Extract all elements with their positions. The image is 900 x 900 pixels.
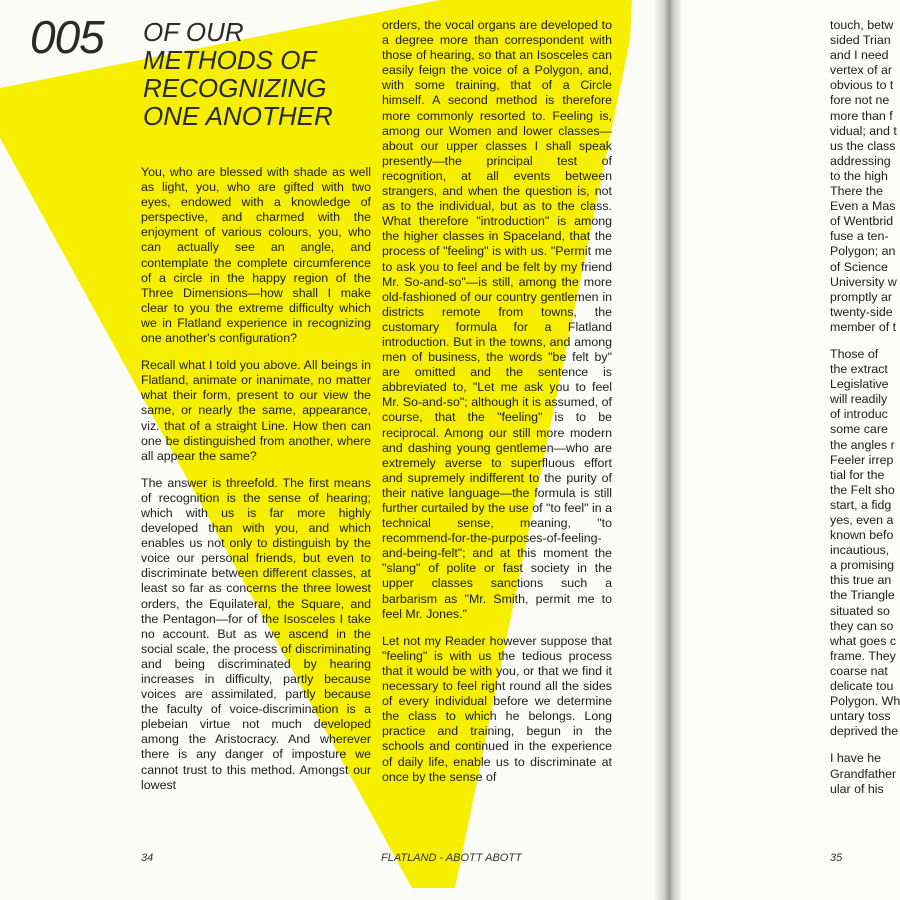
chapter-title-line: OF OUR (143, 17, 244, 47)
text-line: of Wentbrid (830, 214, 894, 229)
text-line: fuse a ten- (830, 229, 889, 244)
text-line: Even a Mas (830, 199, 896, 214)
text-line: will readily (830, 392, 888, 407)
text-line: I have he (830, 751, 881, 766)
chapter-title-line: METHODS OF (143, 45, 317, 75)
text-line: touch, betw (830, 18, 894, 32)
text-line: known befo (830, 528, 894, 543)
paragraph (830, 751, 900, 796)
body-column-2 (382, 18, 612, 797)
text-line: Polygon. Wh (830, 694, 900, 709)
text-line: yes, even a (830, 513, 894, 527)
right-page-column (830, 18, 900, 809)
paragraph: orders, the vocal organs are developed to a degree more than correspondent with those of hearing, so that an Isosceles can easily feign the voice of a Polygon, and, with some training, that of a Circle himself. A second method is therefore more commonly resorted to. Feeling is, among our Women and lower classes—about our upper classes I shall speak presently—the principal test of recognition, at all events between strangers, and when the question is, not as to the individual, but as to the class. What therefore "introduction" is among the higher classes in Spaceland, that the process of "feeling" is with us. "Permit me to ask you to feel and be felt by my friend Mr. So-and-so"—is still, among the more old-fashioned of our country gentlemen in districts remote from towns, the customary formula for a Flatland introduction. But in the towns, and among men of business, the words "be felt by" are omitted and the sentence is abbreviated to, "Let me ask you to feel Mr. So-and-so"; although it is assumed, of course, that the "feeling" is to be reciprocal. Among our still more modern and dashing young gentlemen—who are extremely averse to superfluous effort and supremely indifferent to the purity of their native language—the formula is still further curtailed by the use of "to feel" in a technical sense, meaning, "to recommend-for-the-purposes-of-feeling-and-being-felt"; and at this moment the "slang" of polite or fast society in the upper classes sanctions such a barbarism as "Mr. Smith, permit me to feel Mr. Jones." (382, 18, 612, 621)
text-line: some care (830, 422, 888, 437)
paragraph (830, 18, 900, 335)
text-line: a promising (830, 558, 895, 573)
paragraph: Recall what I told you above. All beings in Flatland, animate or inanimate, no matter what their form, present to our view the same, or nearly the same, appearance, viz. that of a straight Line. How then can one be distinguished from another, where all appear the same? (141, 358, 371, 463)
page-number-right: 35 (830, 852, 843, 864)
text-line: twenty-side (830, 304, 893, 319)
text-line: Grandfather (830, 766, 897, 781)
book-gutter (655, 0, 681, 900)
text-line: member of t (830, 319, 897, 334)
text-line: Those of (830, 346, 879, 361)
text-line: this true an (830, 573, 892, 588)
text-line: deprived the (830, 724, 899, 739)
chapter-title-line: RECOGNIZING (143, 73, 327, 103)
text-line: incautious, (830, 543, 890, 558)
text-line: tial for the (830, 467, 885, 482)
text-line: fore not ne (830, 93, 890, 108)
text-line: of introduc (830, 407, 888, 422)
text-line: delicate tou (830, 679, 894, 694)
text-line: the Triangle (830, 588, 895, 603)
text-line: untary toss (830, 709, 891, 724)
chapter-number: 005 (30, 11, 104, 63)
text-line: they can so (830, 618, 894, 633)
chapter-title (143, 18, 363, 130)
text-line: the Felt sho (830, 482, 895, 497)
page-number-left: 34 (141, 852, 154, 864)
text-line: addressing (830, 153, 891, 168)
text-line: and I need (830, 48, 889, 63)
text-line: promptly ar (830, 289, 892, 304)
text-line: us the class (830, 138, 896, 153)
paragraph: The answer is threefold. The first means of recognition is the sense of hearing; which with us is far more highly developed than with you, and which enables us not only to distinguish by the voice our personal friends, but even to discriminate between different classes, at least so far as concerns the three lowest orders, the Equilateral, the Square, and the Pentagon—for of the Isosceles I take no account. But as we ascend in the social scale, the process of discriminating and being discriminated by hearing increases in difficulty, partly because voices are assimilated, partly because the faculty of voice-discrimination is a plebeian virtue not much developed among the Aristocracy. And wherever there is any danger of imposture we cannot trust to this method. Amongst our lowest (141, 475, 371, 792)
text-line: the angles r (830, 437, 895, 452)
text-line: sided Trian (830, 33, 891, 48)
text-line: Feeler irrep (830, 452, 894, 467)
text-line: Polygon; an (830, 244, 896, 259)
text-line: vidual; and t (830, 123, 897, 138)
chapter-title-line: ONE ANOTHER (143, 101, 333, 131)
text-line: to the high (830, 168, 888, 183)
text-line: what goes c (830, 633, 897, 648)
text-line: of Science (830, 259, 888, 274)
text-line: more than f (830, 108, 893, 123)
text-line: start, a fidg (830, 497, 892, 512)
text-line: ular of his (830, 781, 884, 796)
paragraph: Let not my Reader however suppose that "feeling" is with us the tedious process that it would be with you, or that we find it necessary to feel right round all the sides of every individual before we determine the class to which he belongs. Long practice and training, begun in the schools and continued in the experience of daily life, enable us to discriminate at once by the sense of (382, 633, 612, 784)
text-line: University w (830, 274, 897, 289)
text-line: frame. They (830, 648, 896, 663)
running-footer: FLATLAND - ABOTT ABOTT (381, 852, 522, 864)
text-line: the extract (830, 362, 888, 377)
text-line: situated so (830, 603, 890, 618)
body-column-1 (141, 165, 371, 805)
text-line: obvious to t (830, 78, 894, 93)
text-line: There the (830, 184, 884, 199)
text-line: Legislative (830, 377, 889, 392)
paragraph (830, 347, 900, 739)
text-line: vertex of ar (830, 63, 892, 78)
text-line: coarse nat (830, 663, 888, 678)
paragraph: You, who are blessed with shade as well as light, you, who are gifted with two eyes, endowed with a knowledge of perspective, and charmed with the enjoyment of various colours, you, who can actually see an angle, and contemplate the complete circumference of a circle in the happy region of the Three Dimensions—how shall I make clear to you the extreme difficulty which we in Flatland experience in recognizing one another's configuration? (141, 165, 371, 346)
